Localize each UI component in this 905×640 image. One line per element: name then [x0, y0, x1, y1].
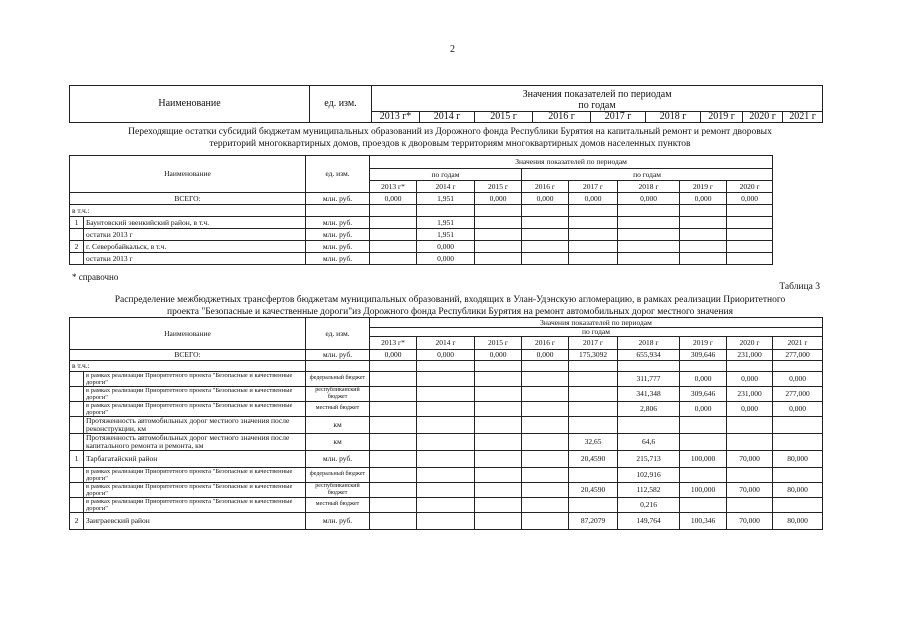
t2-total-value: 0,000	[522, 193, 569, 205]
caption-2-line2: территорий многоквартирных домов, проездов к дворовым территориям многоквартирных домов населенных пунктов	[209, 139, 691, 149]
t3-total-value: 0,000	[417, 349, 475, 360]
row-value	[475, 450, 522, 467]
table-1-header	[69, 85, 823, 123]
t2-total-value: 0,000	[475, 193, 522, 205]
t3-year: 2014 г	[417, 336, 475, 349]
row-value: 0,000	[773, 371, 823, 386]
row-number	[70, 229, 84, 241]
t3-year: 2013 г*	[370, 336, 417, 349]
t2-total-value: 0,000	[569, 193, 618, 205]
row-value	[370, 512, 417, 529]
t3-incl-label: в т.ч.:	[70, 360, 306, 371]
t1-year: 2021 г	[783, 112, 823, 123]
row-name: в рамках реализации Приоритетного проекта "Безопасные и качественные дороги"	[84, 482, 306, 497]
t2-total-row	[70, 193, 773, 205]
table-row	[70, 416, 823, 433]
caption-3-line2: проекта "Безопасные и качественные дороги"из Дорожного фонда Республики Бурятия на ремонт автомобильных дорог местного значения	[167, 307, 733, 317]
t3-year: 2017 г	[569, 336, 618, 349]
row-value: 215,713	[618, 450, 680, 467]
row-unit: млн. руб.	[306, 229, 370, 241]
row-value	[417, 416, 475, 433]
row-value	[417, 371, 475, 386]
table-row	[70, 433, 823, 450]
t3-body	[70, 371, 823, 529]
row-value: 100,000	[680, 450, 727, 467]
row-value: 1,951	[417, 217, 475, 229]
table-row	[70, 497, 823, 512]
row-value	[370, 482, 417, 497]
row-value: 80,000	[773, 512, 823, 529]
row-value: 70,000	[727, 482, 773, 497]
row-value	[370, 416, 417, 433]
row-value	[727, 497, 773, 512]
caption-3	[55, 294, 845, 318]
row-unit: республиканский бюджет	[306, 482, 370, 497]
row-value	[773, 497, 823, 512]
row-unit: км	[306, 433, 370, 450]
t1-col-name: Наименование	[70, 86, 310, 123]
row-value	[475, 512, 522, 529]
row-value	[522, 482, 569, 497]
row-number	[70, 482, 84, 497]
row-unit: млн. руб.	[306, 253, 370, 265]
row-value	[727, 416, 773, 433]
row-value	[680, 497, 727, 512]
row-name: Заиграевский район	[84, 512, 306, 529]
row-unit: республиканский бюджет	[306, 386, 370, 401]
row-value	[370, 371, 417, 386]
t1-year: 2016 г	[533, 112, 591, 123]
row-value	[475, 467, 522, 482]
row-value	[370, 450, 417, 467]
row-value	[522, 386, 569, 401]
t3-incl-row	[70, 360, 823, 371]
row-value: 0,000	[773, 401, 823, 416]
row-value: 100,346	[680, 512, 727, 529]
t2-total-unit: млн. руб.	[306, 193, 370, 205]
row-value	[522, 416, 569, 433]
row-value: 100,000	[680, 482, 727, 497]
t2-incl-row	[70, 205, 773, 217]
row-value: 70,000	[727, 512, 773, 529]
row-value: 1,951	[417, 229, 475, 241]
t2-total-value: 1,951	[417, 193, 475, 205]
t2-col-name: Наименование	[70, 156, 306, 193]
t2-by-years-left: по годам	[370, 169, 522, 181]
row-value	[417, 401, 475, 416]
caption-2-line1: Переходящие остатки субсидий бюджетам муниципальных образований из Дорожного фонда Республики Бурятия на капитальный ремонт и ремонт дворовых	[128, 127, 772, 137]
table-row	[70, 253, 773, 265]
table-row	[70, 467, 823, 482]
t1-by-years: по годам	[578, 100, 616, 111]
t3-total-value: 277,000	[773, 349, 823, 360]
t3-col-unit: ед. изм.	[306, 318, 370, 350]
row-value	[475, 433, 522, 450]
t3-by-years: по годам	[370, 328, 823, 337]
t2-year: 2018 г	[618, 181, 680, 193]
caption-3-line1: Распределение межбюджетных трансфертов бюджетам муниципальных образований, входящих в Улан-Удэнскую агломерацию, в рамках реализации Приоритетного	[114, 295, 786, 305]
t3-year: 2018 г	[618, 336, 680, 349]
row-value	[522, 401, 569, 416]
row-value	[522, 433, 569, 450]
t2-total-value: 0,000	[618, 193, 680, 205]
t1-year: 2014 г	[420, 112, 475, 123]
t1-values-header: Значения показателей по периодам	[522, 89, 672, 100]
row-value	[475, 371, 522, 386]
row-value	[370, 386, 417, 401]
row-value	[370, 497, 417, 512]
row-value: 311,777	[618, 371, 680, 386]
t2-total-value: 0,000	[680, 193, 727, 205]
row-value	[680, 416, 727, 433]
row-name: в рамках реализации Приоритетного проекта "Безопасные и качественные дороги"	[84, 401, 306, 416]
row-value	[475, 386, 522, 401]
row-name: остатки 2013 г	[84, 253, 306, 265]
row-value: 80,000	[773, 482, 823, 497]
table-row	[70, 217, 773, 229]
row-number	[70, 386, 84, 401]
row-value	[522, 450, 569, 467]
row-number: 1	[70, 217, 84, 229]
row-value	[417, 497, 475, 512]
row-number	[70, 371, 84, 386]
row-value	[727, 467, 773, 482]
row-value: 0,000	[680, 401, 727, 416]
row-value	[569, 371, 618, 386]
row-unit: местный бюджет	[306, 401, 370, 416]
row-name: Баунтовский эвенкийский район, в т.ч.	[84, 217, 306, 229]
row-name: остатки 2013 г	[84, 229, 306, 241]
row-number: 2	[70, 241, 84, 253]
row-name: в рамках реализации Приоритетного проекта "Безопасные и качественные дороги"	[84, 497, 306, 512]
row-value: 87,2079	[569, 512, 618, 529]
row-value	[475, 482, 522, 497]
t2-year: 2019 г	[680, 181, 727, 193]
row-value: 341,348	[618, 386, 680, 401]
row-value	[475, 401, 522, 416]
table-row	[70, 386, 823, 401]
row-value	[417, 467, 475, 482]
row-value: 102,916	[618, 467, 680, 482]
row-unit: федеральный бюджет	[306, 371, 370, 386]
row-value	[370, 401, 417, 416]
row-value: 80,000	[773, 450, 823, 467]
row-name: в рамках реализации Приоритетного проекта "Безопасные и качественные дороги"	[84, 467, 306, 482]
row-value: 277,000	[773, 386, 823, 401]
table-row	[70, 241, 773, 253]
row-name: в рамках реализации Приоритетного проекта "Безопасные и качественные дороги"	[84, 371, 306, 386]
row-number	[70, 401, 84, 416]
t3-total-value: 231,000	[727, 349, 773, 360]
table-row	[70, 450, 823, 467]
row-value: 20,4590	[569, 450, 618, 467]
t2-total-value: 0,000	[727, 193, 773, 205]
row-value	[522, 512, 569, 529]
row-value	[475, 497, 522, 512]
row-unit: местный бюджет	[306, 497, 370, 512]
t2-total-label: ВСЕГО:	[70, 193, 306, 205]
row-value: 64,6	[618, 433, 680, 450]
row-value	[569, 401, 618, 416]
page-number: 2	[450, 44, 455, 55]
t2-year: 2013 г*	[370, 181, 417, 193]
row-value	[417, 512, 475, 529]
row-value: 0,000	[417, 241, 475, 253]
row-value: 2,806	[618, 401, 680, 416]
row-value	[569, 386, 618, 401]
caption-2	[60, 126, 840, 150]
row-value	[522, 371, 569, 386]
row-value: 0,216	[618, 497, 680, 512]
row-value	[618, 416, 680, 433]
t3-year: 2020 г	[727, 336, 773, 349]
row-unit: млн. руб.	[306, 241, 370, 253]
row-number	[70, 253, 84, 265]
row-unit: км	[306, 416, 370, 433]
row-name: Тарбагатайский район	[84, 450, 306, 467]
row-unit: млн. руб.	[306, 512, 370, 529]
t2-total-value: 0,000	[370, 193, 417, 205]
row-value: 0,000	[727, 401, 773, 416]
row-value	[370, 433, 417, 450]
t3-total-unit: млн. руб.	[306, 349, 370, 360]
row-value: 149,764	[618, 512, 680, 529]
t3-year: 2021 г	[773, 336, 823, 349]
row-name: г. Северобайкальск, в т.ч.	[84, 241, 306, 253]
t2-values-header: Значения показателей по периодам	[370, 156, 773, 169]
row-value	[522, 467, 569, 482]
row-unit: млн. руб.	[306, 450, 370, 467]
row-unit: федеральный бюджет	[306, 467, 370, 482]
row-number	[70, 467, 84, 482]
row-name: Протяженность автомобильных дорог местного значения после реконструкции, км	[84, 416, 306, 433]
t3-year: 2015 г	[475, 336, 522, 349]
t3-values-header: Значения показателей по периодам	[370, 318, 823, 328]
t3-year: 2019 г	[680, 336, 727, 349]
table-row	[70, 229, 773, 241]
row-name: Протяженность автомобильных дорог местного значения после капитального ремонта и ремонта, км	[84, 433, 306, 450]
row-value: 309,646	[680, 386, 727, 401]
row-number: 1	[70, 450, 84, 467]
row-value	[727, 433, 773, 450]
table-row	[70, 482, 823, 497]
table-row	[70, 371, 823, 386]
t1-year: 2013 г*	[372, 112, 420, 123]
row-value	[773, 467, 823, 482]
row-value: 0,000	[727, 371, 773, 386]
t1-year: 2015 г	[475, 112, 533, 123]
table-3	[69, 317, 823, 530]
row-value	[417, 450, 475, 467]
row-value	[680, 433, 727, 450]
t1-year: 2018 г	[646, 112, 701, 123]
row-number	[70, 433, 84, 450]
row-value: 0,000	[680, 371, 727, 386]
t3-total-label: ВСЕГО:	[70, 349, 306, 360]
t3-total-value: 175,3092	[569, 349, 618, 360]
row-value: 70,000	[727, 450, 773, 467]
row-value	[773, 416, 823, 433]
row-name: в рамках реализации Приоритетного проекта "Безопасные и качественные дороги"	[84, 386, 306, 401]
t3-total-value: 0,000	[475, 349, 522, 360]
t1-year: 2020 г	[743, 112, 783, 123]
row-number	[70, 416, 84, 433]
row-value	[370, 467, 417, 482]
table-row	[70, 512, 823, 529]
row-value	[680, 467, 727, 482]
row-value	[773, 433, 823, 450]
t2-by-years-right: по годам	[522, 169, 773, 181]
row-value	[569, 416, 618, 433]
row-value: 0,000	[417, 253, 475, 265]
t2-year: 2020 г	[727, 181, 773, 193]
row-value	[417, 482, 475, 497]
t2-year: 2017 г	[569, 181, 618, 193]
row-number	[70, 497, 84, 512]
row-value: 32,65	[569, 433, 618, 450]
t1-col-unit: ед. изм.	[310, 86, 372, 123]
row-value	[417, 386, 475, 401]
t2-year: 2015 г	[475, 181, 522, 193]
t2-incl-label: в т.ч.:	[70, 205, 306, 217]
footnote: * справочно	[72, 272, 119, 282]
table-2	[69, 155, 773, 265]
t3-col-name: Наименование	[70, 318, 306, 350]
row-value: 20,4590	[569, 482, 618, 497]
row-value	[569, 497, 618, 512]
table-3-label: Таблица 3	[779, 282, 820, 292]
row-value	[569, 467, 618, 482]
table-row	[70, 401, 823, 416]
t2-col-unit: ед. изм.	[306, 156, 370, 193]
t3-total-value: 655,934	[618, 349, 680, 360]
row-value	[417, 433, 475, 450]
row-value	[522, 497, 569, 512]
row-value: 112,582	[618, 482, 680, 497]
row-number: 2	[70, 512, 84, 529]
t3-total-value: 309,646	[680, 349, 727, 360]
t2-year: 2014 г	[417, 181, 475, 193]
t3-year: 2016 г	[522, 336, 569, 349]
t3-total-value: 0,000	[370, 349, 417, 360]
t1-year: 2017 г	[591, 112, 646, 123]
row-unit: млн. руб.	[306, 217, 370, 229]
t1-year: 2019 г	[701, 112, 743, 123]
t3-total-row	[70, 349, 823, 360]
t2-year: 2016 г	[522, 181, 569, 193]
row-value: 231,000	[727, 386, 773, 401]
t3-total-value: 0,000	[522, 349, 569, 360]
row-value	[475, 416, 522, 433]
